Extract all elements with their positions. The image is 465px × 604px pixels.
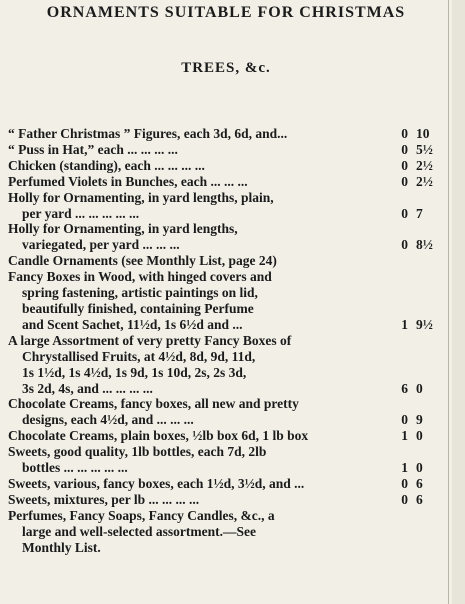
item-description-line: large and well-selected assortment.—See — [22, 523, 256, 539]
price-shillings: 6 — [401, 380, 408, 396]
price-pence: 0 — [416, 428, 423, 444]
price-list-item — [8, 269, 452, 333]
item-description-line: and Scent Sachet, 11½d, 1s 6½d and ... — [22, 316, 243, 332]
price-pence: 9 — [416, 412, 423, 428]
price-pence: 6 — [416, 491, 423, 507]
price-pence: 2½ — [416, 157, 433, 173]
price-shillings: 1 — [401, 316, 408, 332]
item-description — [8, 492, 364, 508]
price-pence: 5½ — [416, 141, 433, 157]
price-list-item — [8, 492, 452, 508]
item-price — [380, 158, 444, 174]
price-shillings: 1 — [401, 428, 408, 444]
price-shillings: 0 — [401, 173, 408, 189]
price-list-item — [8, 396, 452, 428]
item-description-line: Holly for Ornamenting, in yard lengths, — [8, 221, 238, 237]
item-price — [380, 381, 444, 397]
item-description — [8, 428, 364, 444]
item-description-line: bottles ... ... ... ... ... — [22, 460, 128, 476]
item-description-line: “ Father Christmas ” Figures, each 3d, 6d, and... — [8, 126, 288, 141]
price-list-item — [8, 253, 452, 269]
item-description-line: per yard ... ... ... ... ... — [22, 205, 140, 221]
item-description-line: Sweets, good quality, 1lb bottles, each 7d, 2lb — [8, 444, 267, 460]
item-description-line: “ Puss in Hat,” each ... ... ... ... — [8, 141, 178, 157]
price-list-item — [8, 174, 452, 190]
heading-line-2: TREES, &c. — [181, 60, 271, 76]
item-description — [8, 253, 364, 269]
price-list-item — [8, 333, 452, 397]
item-description-line: Chocolate Creams, plain boxes, ½lb box 6d, 1 lb box — [8, 428, 309, 444]
item-description-line: Chicken (standing), each ... ... ... ... — [8, 157, 205, 173]
price-list-item — [8, 221, 452, 253]
price-pence: 0 — [416, 460, 423, 476]
price-shillings: 0 — [401, 157, 408, 173]
item-price — [380, 476, 444, 492]
item-price — [380, 540, 444, 556]
price-list-item — [8, 476, 452, 492]
price-list-item — [8, 508, 452, 556]
item-price — [380, 174, 444, 190]
price-list-item — [8, 158, 452, 174]
price-list-item — [8, 142, 452, 158]
price-pence: 0 — [416, 380, 423, 396]
item-price — [380, 317, 444, 333]
item-description-line: Perfumed Violets in Bunches, each ... ... ... — [8, 173, 248, 189]
item-price — [380, 412, 444, 428]
item-description-line: spring fastening, artistic paintings on lid, — [22, 285, 258, 301]
item-description-line: designs, each 4½d, and ... ... ... — [22, 412, 194, 428]
item-description — [8, 142, 364, 158]
item-description-line: beautifully finished, containing Perfume — [22, 300, 254, 316]
price-list — [8, 126, 452, 555]
item-price — [380, 237, 444, 253]
item-price — [380, 428, 444, 444]
item-description — [8, 476, 364, 492]
price-pence: 10 — [416, 126, 430, 141]
price-list-item — [8, 190, 452, 222]
item-description-line: Chrystallised Fruits, at 4½d, 8d, 9d, 11d, — [22, 348, 256, 364]
item-description — [8, 158, 364, 174]
item-description-line: Fancy Boxes in Wood, with hinged covers and — [8, 269, 272, 285]
item-description-line: 3s 2d, 4s, and ... ... ... ... — [22, 380, 153, 396]
price-shillings: 0 — [401, 412, 408, 428]
item-description — [8, 396, 364, 428]
item-description — [8, 333, 364, 397]
price-shillings: 0 — [401, 237, 408, 253]
item-description-line: Candle Ornaments (see Monthly List, page 24) — [8, 253, 277, 269]
item-description-line: Chocolate Creams, fancy boxes, all new and pretty — [8, 396, 299, 412]
heading-line-1: ORNAMENTS SUITABLE FOR CHRISTMAS — [46, 4, 406, 21]
item-price — [380, 206, 444, 222]
item-description — [8, 190, 364, 222]
item-description — [8, 508, 364, 556]
item-description-line: variegated, per yard ... ... ... — [22, 237, 180, 253]
price-pence: 6 — [416, 475, 423, 491]
price-shillings: 1 — [401, 460, 408, 476]
item-price — [380, 253, 444, 269]
price-list-item — [8, 428, 452, 444]
item-description — [8, 174, 364, 190]
item-description-line: Perfumes, Fancy Soaps, Fancy Candles, &c., a — [8, 507, 275, 523]
price-shillings: 0 — [401, 126, 408, 141]
price-shillings: 0 — [401, 475, 408, 491]
item-price — [380, 126, 444, 142]
price-shillings: 0 — [401, 205, 408, 221]
price-shillings: 0 — [401, 491, 408, 507]
price-pence: 9½ — [416, 316, 433, 332]
item-price — [380, 460, 444, 476]
item-description — [8, 269, 364, 333]
item-description-line: Monthly List. — [22, 539, 101, 555]
price-list-item — [8, 444, 452, 476]
price-pence: 2½ — [416, 173, 433, 189]
item-price — [380, 142, 444, 158]
item-description-line: Sweets, various, fancy boxes, each 1½d, 3½d, and ... — [8, 475, 305, 491]
item-description-line: Holly for Ornamenting, in yard lengths, plain, — [8, 189, 274, 205]
item-description-line: 1s 1½d, 1s 4½d, 1s 9d, 1s 10d, 2s, 2s 3d, — [22, 364, 247, 380]
price-list-item — [8, 126, 452, 142]
item-description — [8, 221, 364, 253]
adjacent-column-edge — [452, 0, 465, 604]
item-description — [8, 444, 364, 476]
item-description-line: Sweets, mixtures, per lb ... ... ... ... — [8, 491, 200, 507]
price-pence: 8½ — [416, 237, 433, 253]
price-shillings: 0 — [401, 141, 408, 157]
item-price — [380, 492, 444, 508]
price-pence: 7 — [416, 205, 423, 221]
item-description-line: A large Assortment of very pretty Fancy Boxes of — [8, 332, 292, 348]
item-description — [8, 126, 364, 142]
